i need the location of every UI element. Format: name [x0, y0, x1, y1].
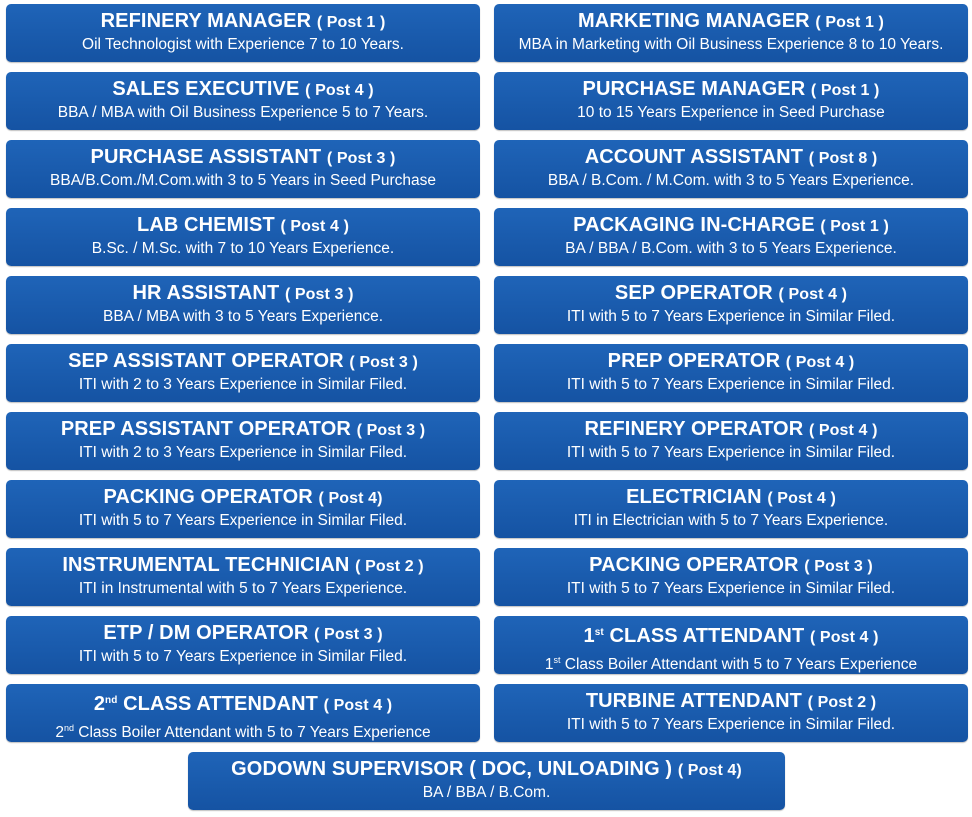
job-title: PREP OPERATOR ( Post 4 ): [607, 350, 855, 372]
job-requirement: ITI with 5 to 7 Years Experience in Similar Filed.: [566, 580, 896, 597]
job-card-first-class-attendant: [494, 616, 968, 674]
job-title: ACCOUNT ASSISTANT ( Post 8 ): [584, 146, 878, 168]
job-requirement: BA / BBA / B.Com.: [422, 784, 551, 801]
job-requirement: BBA / MBA with Oil Business Experience 5 to 7 Years.: [57, 104, 429, 121]
job-title: 1st CLASS ATTENDANT ( Post 4 ): [583, 625, 879, 647]
job-title: GODOWN SUPERVISOR ( DOC, UNLOADING ) ( Post 4): [231, 758, 742, 780]
post-count: ( Post 4): [318, 490, 383, 507]
post-count: ( Post 4 ): [778, 286, 848, 303]
job-card-prep-operator: [494, 344, 968, 402]
post-count: ( Post 2 ): [807, 694, 877, 711]
post-count: ( Post 3 ): [284, 286, 354, 303]
job-requirement: ITI with 2 to 3 Years Experience in Similar Filed.: [78, 444, 408, 461]
post-count: ( Post 1 ): [820, 218, 889, 235]
job-title: ETP / DM OPERATOR ( Post 3 ): [103, 622, 383, 644]
job-title: REFINERY MANAGER ( Post 1 ): [100, 10, 386, 32]
job-card-godown-supervisor: [188, 752, 785, 810]
job-card-packaging-in-charge: [494, 208, 968, 266]
job-requirement: 1st Class Boiler Attendant with 5 to 7 Years Experience: [544, 655, 918, 673]
job-requirement: ITI with 5 to 7 Years Experience in Similar Filed.: [566, 308, 896, 325]
job-card-prep-assistant-operator: [6, 412, 480, 470]
job-card-purchase-assistant: [6, 140, 480, 198]
job-card-purchase-manager: [494, 72, 968, 130]
job-title: ELECTRICIAN ( Post 4 ): [626, 486, 836, 508]
job-title: LAB CHEMIST ( Post 4 ): [137, 214, 349, 236]
post-count: ( Post 3 ): [349, 354, 418, 371]
job-card-marketing-manager: [494, 4, 968, 62]
post-count: ( Post 2 ): [355, 558, 424, 575]
job-requirement: Oil Technologist with Experience 7 to 10 Years.: [82, 36, 404, 53]
post-count: ( Post 4 ): [785, 354, 855, 371]
job-card-packing-operator: [6, 480, 480, 538]
job-requirement: BBA / B.Com. / M.Com. with 3 to 5 Years Experience.: [547, 172, 915, 189]
job-requirement: MBA in Marketing with Oil Business Experience 8 to 10 Years.: [518, 36, 944, 53]
post-count: ( Post 3 ): [356, 422, 426, 439]
job-requirement: B.Sc. / M.Sc. with 7 to 10 Years Experience.: [91, 240, 395, 257]
job-title: SEP OPERATOR ( Post 4 ): [614, 282, 848, 304]
job-title: HR ASSISTANT ( Post 3 ): [132, 282, 354, 304]
post-count: ( Post 3 ): [326, 150, 396, 167]
job-card-turbine-attendant: [494, 684, 968, 742]
post-count: ( Post 4 ): [280, 218, 349, 235]
post-count: ( Post 4): [677, 762, 742, 779]
job-requirement: ITI with 2 to 3 Years Experience in Similar Filed.: [78, 376, 408, 393]
post-count: ( Post 4 ): [808, 422, 878, 439]
post-count: ( Post 4 ): [323, 697, 393, 714]
post-count: ( Post 1 ): [815, 14, 884, 31]
job-card-lab-chemist: [6, 208, 480, 266]
job-card-sep-operator: [494, 276, 968, 334]
job-title: PURCHASE ASSISTANT ( Post 3 ): [90, 146, 396, 168]
job-requirement: ITI in Instrumental with 5 to 7 Years Experience.: [78, 580, 408, 597]
post-count: ( Post 4 ): [305, 82, 374, 99]
job-card-refinery-operator: [494, 412, 968, 470]
job-requirement: ITI with 5 to 7 Years Experience in Similar Filed.: [566, 716, 896, 733]
job-title: 2nd CLASS ATTENDANT ( Post 4 ): [93, 693, 393, 715]
job-requirement: ITI with 5 to 7 Years Experience in Similar Filed.: [566, 444, 896, 461]
post-count: ( Post 4 ): [809, 629, 879, 646]
job-requirement: ITI with 5 to 7 Years Experience in Similar Filed.: [566, 376, 896, 393]
job-requirement: BBA / MBA with 3 to 5 Years Experience.: [102, 308, 384, 325]
job-title: SALES EXECUTIVE ( Post 4 ): [112, 78, 374, 100]
job-requirement: BBA/B.Com./M.Com.with 3 to 5 Years in Seed Purchase: [50, 172, 436, 189]
job-title: SEP ASSISTANT OPERATOR ( Post 3 ): [68, 350, 418, 372]
job-requirement: ITI in Electrician with 5 to 7 Years Experience.: [573, 512, 889, 529]
job-card-hr-assistant: [6, 276, 480, 334]
job-card-electrician: [494, 480, 968, 538]
post-count: ( Post 3 ): [804, 558, 873, 575]
job-title: MARKETING MANAGER ( Post 1 ): [578, 10, 884, 32]
job-card-etp-dm-operator: [6, 616, 480, 674]
post-count: ( Post 8 ): [808, 150, 878, 167]
job-title: PREP ASSISTANT OPERATOR ( Post 3 ): [60, 418, 426, 440]
post-count: ( Post 3 ): [314, 626, 383, 643]
job-title: PACKAGING IN-CHARGE ( Post 1 ): [573, 214, 889, 236]
job-requirement: BA / BBA / B.Com. with 3 to 5 Years Experience.: [565, 240, 897, 257]
job-card-sales-executive: [6, 72, 480, 130]
job-title: PACKING OPERATOR ( Post 3 ): [589, 554, 873, 576]
job-requirement: 10 to 15 Years Experience in Seed Purchase: [577, 104, 885, 121]
job-title: REFINERY OPERATOR ( Post 4 ): [584, 418, 878, 440]
job-requirement: ITI with 5 to 7 Years Experience in Similar Filed.: [78, 512, 408, 529]
post-count: ( Post 1 ): [810, 82, 880, 99]
job-card-refinery-manager: [6, 4, 480, 62]
job-title: TURBINE ATTENDANT ( Post 2 ): [585, 690, 877, 712]
job-grid: [6, 4, 968, 742]
post-count: ( Post 1 ): [316, 14, 386, 31]
job-title: INSTRUMENTAL TECHNICIAN ( Post 2 ): [62, 554, 424, 576]
job-card-sep-assistant-operator: [6, 344, 480, 402]
job-title: PURCHASE MANAGER ( Post 1 ): [582, 78, 880, 100]
job-card-second-class-attendant: [6, 684, 480, 742]
job-requirement: ITI with 5 to 7 Years Experience in Similar Filed.: [78, 648, 408, 665]
job-title: PACKING OPERATOR ( Post 4): [103, 486, 383, 508]
job-card-instrumental-technician: [6, 548, 480, 606]
job-requirement: 2nd Class Boiler Attendant with 5 to 7 Years Experience: [55, 723, 431, 741]
job-card-packing-operator-2: [494, 548, 968, 606]
job-card-account-assistant: [494, 140, 968, 198]
post-count: ( Post 4 ): [767, 490, 836, 507]
